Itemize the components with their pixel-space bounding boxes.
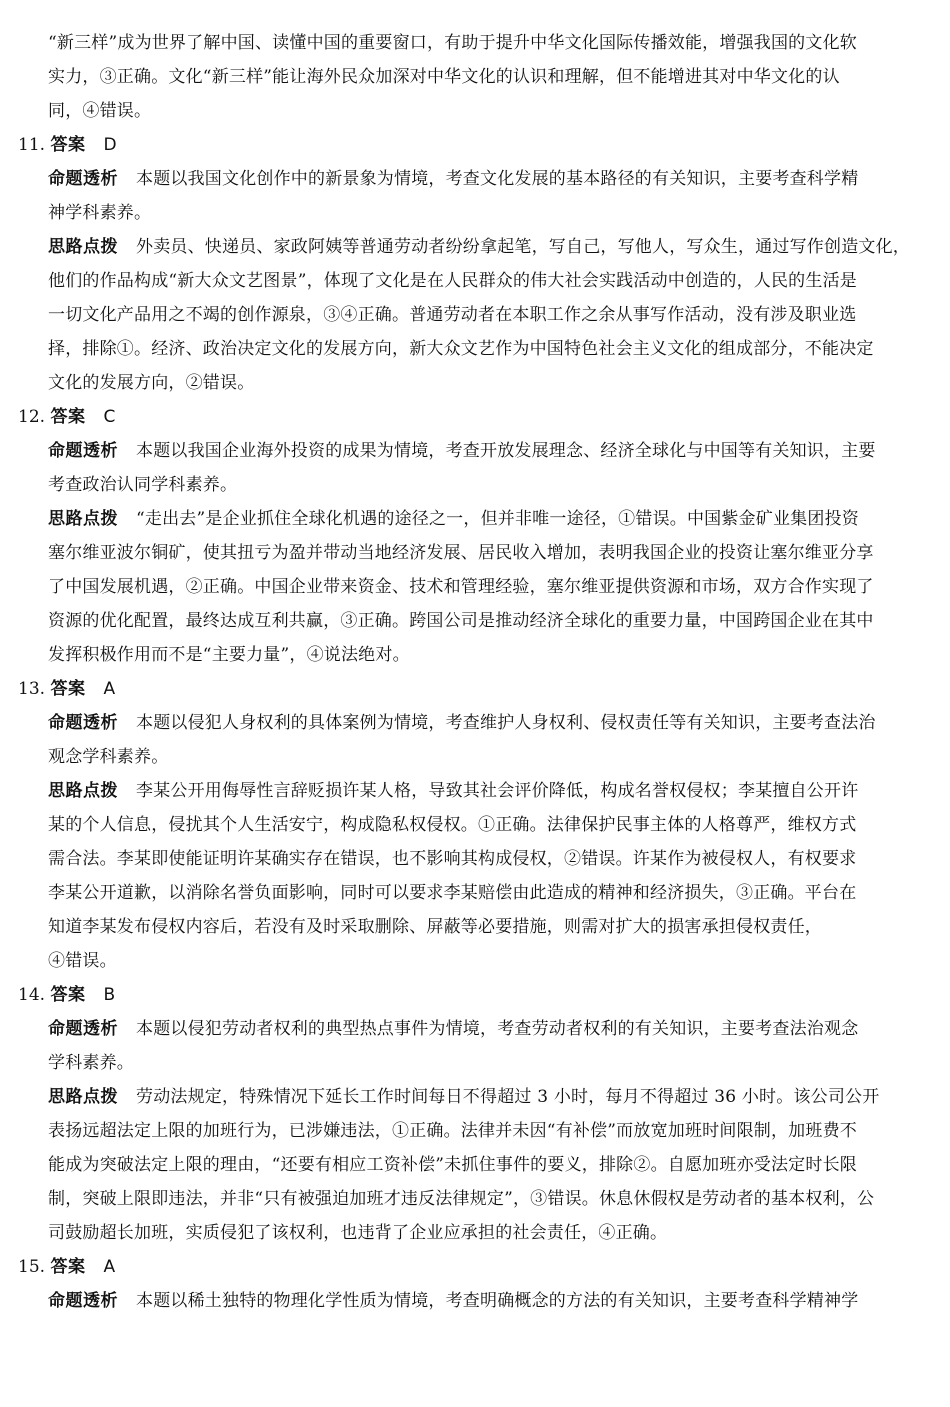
intent-text: 本题以侵犯人身权利的具体案例为情境，考查维护人身权利、侵权责任等有关知识，主要考查法治 <box>136 713 876 733</box>
intent-label: 命题透析 <box>48 441 118 461</box>
hint-line: 需合法。李某即使能证明许某确实存在错误，也不影响其构成侵权，②错误。许某作为被侵权人，有权要求 <box>48 849 857 869</box>
answer-value: B <box>103 985 116 1005</box>
intent-text: 本题以稀土独特的物理化学性质为情境，考查明确概念的方法的有关知识，主要考查科学精神学 <box>136 1291 859 1311</box>
hint-line: 了中国发展机遇，②正确。中国企业带来资金、技术和管理经验，塞尔维亚提供资源和市场，双方合作实现了 <box>48 577 874 597</box>
hint-line: 表扬远超法定上限的加班行为，已涉嫌违法，①正确。法律并未因“有补偿”而放宽加班时间限制，加班费不 <box>48 1121 857 1141</box>
intent-label: 命题透析 <box>48 169 118 189</box>
question-number: 11. <box>18 135 46 155</box>
hint-line: 李某公开道歉，以消除名誉负面影响，同时可以要求李某赔偿由此造成的精神和经济损失，③正确。平台在 <box>48 883 857 903</box>
intent-line <box>48 1284 930 1318</box>
hint-line: 司鼓励超长加班，实质侵犯了该权利，也违背了企业应承担的社会责任，④正确。 <box>48 1223 668 1243</box>
hint-text: 外卖员、快递员、家政阿姨等普通劳动者纷纷拿起笔，写自己，写他人，写众生，通过写作创造文化， <box>136 237 910 257</box>
question-12-header <box>18 400 115 434</box>
intro-line: “新三样”成为世界了解中国、读懂中国的重要窗口，有助于提升中华文化国际传播效能，增强我国的文化软 <box>48 33 857 53</box>
intent-label: 命题透析 <box>48 1019 118 1039</box>
hint-line: 择，排除①。经济、政治决定文化的发展方向，新大众文艺作为中国特色社会主义文化的组成部分，不能决定 <box>48 339 874 359</box>
answer-value: A <box>103 679 116 699</box>
question-number: 12. <box>18 407 46 427</box>
hint-text: “走出去”是企业抓住全球化机遇的途径之一，但并非唯一途径，①错误。中国紫金矿业集团投资 <box>136 509 859 529</box>
hint-label: 思路点拨 <box>48 509 118 529</box>
hint-label: 思路点拨 <box>48 237 118 257</box>
hint-line: 他们的作品构成“新大众文艺图景”，体现了文化是在人民群众的伟大社会实践活动中创造的，人民的生活是 <box>48 271 857 291</box>
hint-line <box>48 502 930 536</box>
intent-label: 命题透析 <box>48 713 118 733</box>
hint-line: 知道李某发布侵权内容后，若没有及时采取删除、屏蔽等必要措施，则需对扩大的损害承担侵权责任， <box>48 917 822 937</box>
question-13-header <box>18 672 115 706</box>
answer-label: 答案 <box>50 679 86 699</box>
intent-line <box>48 706 930 740</box>
hint-text: 劳动法规定，特殊情况下延长工作时间每日不得超过 3 小时，每月不得超过 36 小时。该公司公开 <box>136 1087 880 1107</box>
question-number: 15. <box>18 1257 46 1277</box>
intent-text: 本题以我国企业海外投资的成果为情境，考查开放发展理念、经济全球化与中国等有关知识，主要 <box>136 441 876 461</box>
intent-line <box>48 162 930 196</box>
intent-line: 考查政治认同学科素养。 <box>48 475 238 495</box>
hint-line: 塞尔维亚波尔铜矿，使其扭亏为盈并带动当地经济发展、居民收入增加，表明我国企业的投资让塞尔维亚分享 <box>48 543 874 563</box>
question-15-header <box>18 1250 115 1284</box>
hint-line <box>48 230 930 264</box>
question-number: 14. <box>18 985 46 1005</box>
answer-label: 答案 <box>50 135 86 155</box>
hint-text: 李某公开用侮辱性言辞贬损许某人格，导致其社会评价降低，构成名誉权侵权；李某擅自公开许 <box>136 781 859 801</box>
intro-line: 同，④错误。 <box>48 101 152 121</box>
hint-line: 能成为突破法定上限的理由，“还要有相应工资补偿”未抓住事件的要义，排除②。自愿加班亦受法定时长限 <box>48 1155 857 1175</box>
question-14-header <box>18 978 115 1012</box>
hint-line <box>48 774 930 808</box>
hint-line: 某的个人信息，侵扰其个人生活安宁，构成隐私权侵权。①正确。法律保护民事主体的人格尊严，维权方式 <box>48 815 857 835</box>
hint-line: ④错误。 <box>48 951 117 971</box>
intent-text: 本题以我国文化创作中的新景象为情境，考查文化发展的基本路径的有关知识，主要考查科学精 <box>136 169 859 189</box>
answer-value: D <box>103 135 117 155</box>
hint-line: 文化的发展方向，②错误。 <box>48 373 255 393</box>
answer-label: 答案 <box>50 407 86 427</box>
intent-line <box>48 1012 930 1046</box>
hint-label: 思路点拨 <box>48 781 118 801</box>
hint-line: 制，突破上限即违法，并非“只有被强迫加班才违反法律规定”，③错误。休息休假权是劳动者的基本权利，公 <box>48 1189 875 1209</box>
hint-line: 一切文化产品用之不竭的创作源泉，③④正确。普通劳动者在本职工作之余从事写作活动，没有涉及职业选 <box>48 305 857 325</box>
intent-line: 学科素养。 <box>48 1053 134 1073</box>
intent-line: 观念学科素养。 <box>48 747 169 767</box>
answer-value: A <box>103 1257 116 1277</box>
intent-text: 本题以侵犯劳动者权利的典型热点事件为情境，考查劳动者权利的有关知识，主要考查法治观念 <box>136 1019 859 1039</box>
answer-value: C <box>103 407 116 427</box>
question-number: 13. <box>18 679 46 699</box>
intro-line: 实力，③正确。文化“新三样”能让海外民众加深对中华文化的认识和理解，但不能增进其对中华文化的认 <box>48 67 840 87</box>
hint-line: 资源的优化配置，最终达成互利共赢，③正确。跨国公司是推动经济全球化的重要力量，中国跨国企业在其中 <box>48 611 874 631</box>
hint-label: 思路点拨 <box>48 1087 118 1107</box>
hint-line: 发挥积极作用而不是“主要力量”，④说法绝对。 <box>48 645 410 665</box>
answer-label: 答案 <box>50 1257 86 1277</box>
hint-line <box>48 1080 930 1114</box>
question-11-header <box>18 128 117 162</box>
intent-line: 神学科素养。 <box>48 203 152 223</box>
intent-label: 命题透析 <box>48 1291 118 1311</box>
intent-line <box>48 434 930 468</box>
answer-label: 答案 <box>50 985 86 1005</box>
